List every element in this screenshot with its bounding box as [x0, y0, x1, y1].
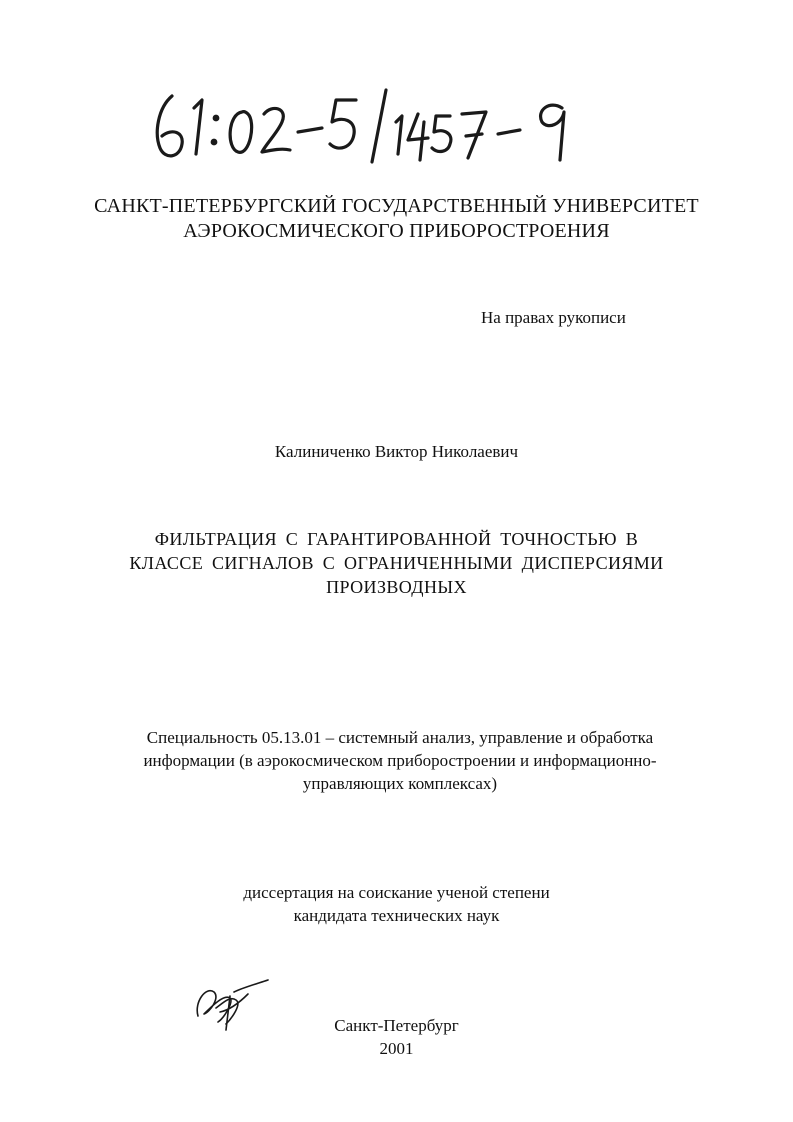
specialty-line-2: информации (в аэрокосмическом приборостроении и информационно-: [143, 751, 657, 770]
specialty-line-3: управляющих комплексах): [302, 774, 498, 793]
city: Санкт-Петербург: [334, 1016, 459, 1035]
title-line-2: КЛАССЕ СИГНАЛОВ С ОГРАНИЧЕННЫМИ ДИСПЕРСИЯМИ: [129, 553, 664, 573]
dissertation-title: [0, 527, 793, 599]
degree-statement: [0, 881, 793, 927]
degree-line-2: кандидата технических наук: [293, 906, 500, 925]
title-line-3: ПРОИЗВОДНЫХ: [326, 577, 467, 597]
specialty-line-1: Специальность 05.13.01 – системный анализ, управление и обработка: [146, 728, 654, 747]
year: 2001: [379, 1039, 414, 1058]
author-name: Калиниченко Виктор Николаевич: [274, 442, 519, 461]
university-line-2: АЭРОКОСМИЧЕСКОГО ПРИБОРОСТРОЕНИЯ: [183, 220, 610, 242]
university-line-1: САНКТ-ПЕТЕРБУРГСКИЙ ГОСУДАРСТВЕННЫЙ УНИВЕРСИТЕТ: [94, 195, 699, 217]
university-name: [0, 194, 793, 244]
specialty-statement: [140, 726, 660, 795]
title-line-1: ФИЛЬТРАЦИЯ С ГАРАНТИРОВАННОЙ ТОЧНОСТЬЮ В: [154, 529, 639, 549]
rights-note: На правах рукописи: [481, 308, 626, 327]
degree-line-1: диссертация на соискание ученой степени: [243, 883, 550, 902]
place-and-year: [0, 1014, 793, 1060]
handwritten-archive-code: [150, 78, 590, 168]
